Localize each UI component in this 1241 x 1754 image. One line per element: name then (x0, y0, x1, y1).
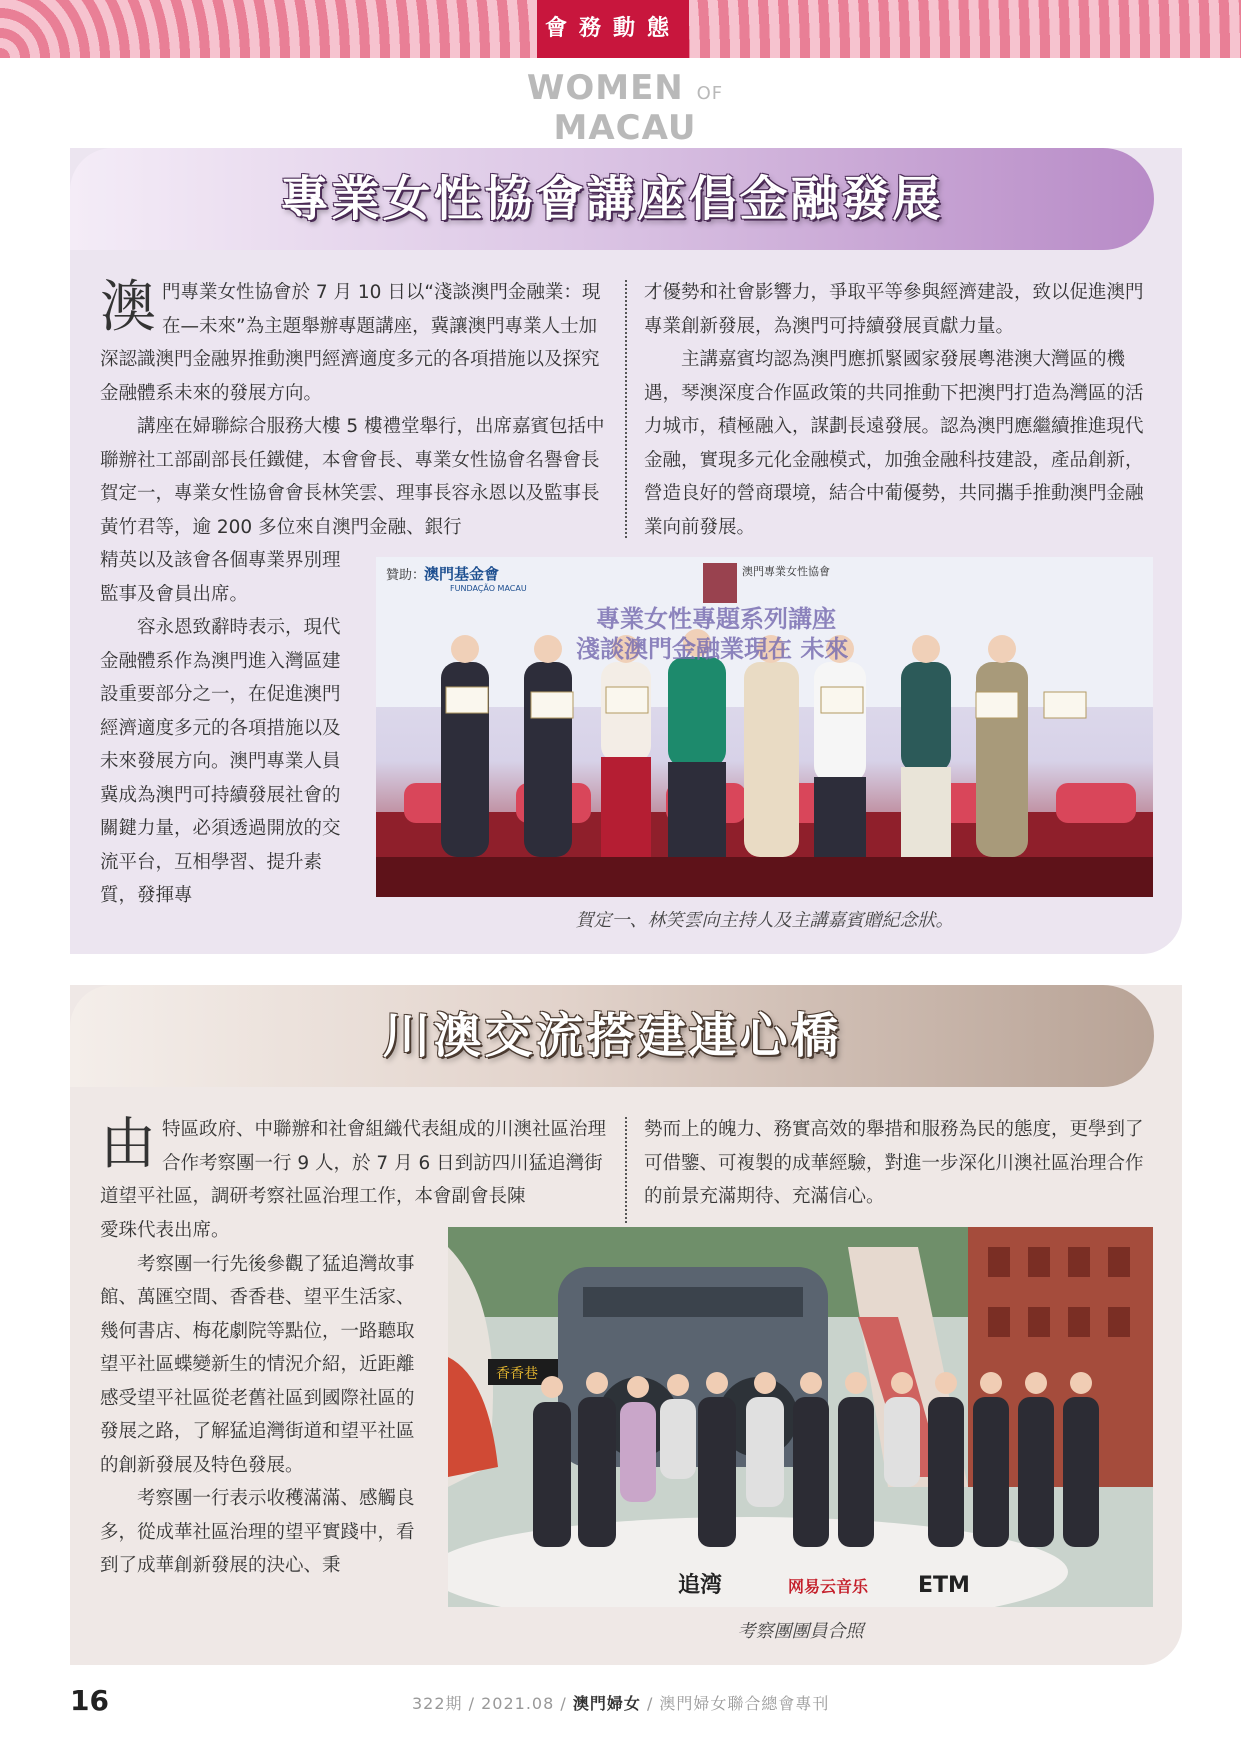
article-2-photo (448, 1227, 1153, 1607)
brand-of: OF (696, 83, 724, 104)
footer-org: / 澳門婦女聯合總會專刊 (640, 1694, 830, 1713)
photo-assoc-name: 澳門專業女性協會 (742, 565, 830, 578)
event-photo-illustration (376, 557, 1153, 897)
section-tab: 會務動態 (537, 0, 689, 58)
article-1-para-cont: 才優勢和社會影響力，爭取平等參與經濟建設，致以促進澳門專業創新發展，為澳門可持續發展貢獻力量。 (644, 282, 1144, 337)
article-1-photo (376, 557, 1153, 897)
photo-sponsor-sub: FUNDAÇÃO MACAU (450, 584, 527, 593)
photo-banner-line2: 淺談澳門金融業現在 未來 (576, 635, 849, 663)
article-2-col1-lower (100, 1214, 420, 1583)
article-2-para-1-cont: 愛珠代表出席。 (100, 1220, 230, 1241)
brand-macau: MACAU (553, 108, 697, 148)
brand-women: WOMEN (526, 68, 684, 108)
article-1-col2 (644, 276, 1152, 544)
article-1-caption: 賀定一、林笑雲向主持人及主講嘉賓贈紀念狀。 (575, 910, 954, 931)
article-2-para-1: 特區政府、中聯辦和社會組織代表組成的川澳社區治理合作考察團一行 9 人，於 7 月 6 日到訪四川猛追灣街道望平社區，調研考察社區治理工作，本會副會長陳 (100, 1119, 607, 1207)
photo-ground-text-1: 追湾 (678, 1573, 723, 1598)
photo-ground-text-2: 网易云音乐 (788, 1577, 869, 1596)
article-1-para-2: 講座在婦聯綜合服務大樓 5 樓禮堂舉行，出席嘉賓包括中聯辦社工部副部長任鐵健，本會會長、專業女性協會名譽會長賀定一，專業女性協會會長林笑雲、理事長容永恩以及監事長黃竹君等，逾 200 多位來自澳門金融、銀行 (100, 416, 605, 538)
photo-sign: 香香巷 (496, 1366, 538, 1382)
article-2-para-cont: 勢而上的魄力、務實高效的舉措和服務為民的態度，更學到了可借鑒、可複製的成華經驗，對進一步深化川澳社區治理合作的前景充滿期待、充滿信心。 (644, 1119, 1144, 1207)
article-1-para-2-cont: 精英以及該會各個專業界別理監事及會員出席。 (100, 550, 341, 605)
footer-issue: 322期 / 2021.08 / (412, 1694, 573, 1713)
photo-ground-text-3: ETM (918, 1573, 970, 1598)
photo-sponsor-label: 贊助： (386, 568, 426, 583)
article-2-para-2: 考察團一行先後參觀了猛追灣故事館、萬匯空間、香香巷、望平生活家、幾何書店、梅花劇院等點位，一路聽取望平社區蝶變新生的情況介紹，近距離感受望平社區從老舊社區到國際社區的發展之路，了解猛追灣街道和望平社區的創新發展及特色發展。 (100, 1253, 415, 1476)
footer-line (412, 1691, 829, 1714)
column-divider (625, 280, 627, 538)
brand-logo (480, 68, 770, 148)
group-photo-illustration (448, 1227, 1153, 1607)
article-1-title: 專業女性協會講座倡金融發展 (280, 171, 944, 227)
article-1-para-1: 門專業女性協會於 7 月 10 日以“淺談澳門金融業：現在—未來”為主題舉辦專題講座，冀讓澳門專業人士加深認識澳門金融界推動澳門經濟適度多元的各項措施以及探究金融體系未來的發展方向。 (100, 282, 601, 404)
column-divider (625, 1117, 627, 1223)
page-number: 16 (70, 1684, 109, 1717)
article-1-para-3: 容永恩致辭時表示，現代金融體系作為澳門進入灣區建設重要部分之一，在促進澳門經濟適度多元的各項措施以及未來發展方向。澳門專業人員冀成為澳門可持續發展社會的關鍵力量，必須透過開放的交流平台，互相學習、提升素質，發揮專 (100, 617, 341, 906)
article-1-col1 (100, 276, 610, 544)
photo-sponsor-org: 澳門基金會 (424, 565, 500, 583)
article-1-para-4: 主講嘉賓均認為澳門應抓緊國家發展粵港澳大灣區的機遇，琴澳深度合作區政策的共同推動下把澳門打造為灣區的活力城市，積極融入，謀劃長遠發展。認為澳門應繼續推進現代金融，實現多元化金融模式，加強金融科技建設，產品創新，營造良好的營商環境，結合中葡優勢，共同攜手推動澳門金融業向前發展。 (644, 349, 1144, 538)
article-2-col1 (100, 1113, 610, 1214)
article-2-para-3: 考察團一行表示收穫滿滿、感觸良多，從成華社區治理的望平實踐中，看到了成華創新發展的決心、秉 (100, 1488, 415, 1576)
article-2-title: 川澳交流搭建連心橋 (382, 1008, 842, 1064)
article-2-caption: 考察團團員合照 (737, 1621, 864, 1642)
footer-magazine: 澳門婦女 (572, 1694, 641, 1713)
drop-cap: 由 (100, 1112, 156, 1177)
drop-cap: 澳 (100, 275, 156, 340)
photo-banner-line1: 專業女性專題系列講座 (596, 605, 836, 633)
article-2-col2 (644, 1113, 1152, 1214)
article-1-col1-lower (100, 544, 350, 913)
